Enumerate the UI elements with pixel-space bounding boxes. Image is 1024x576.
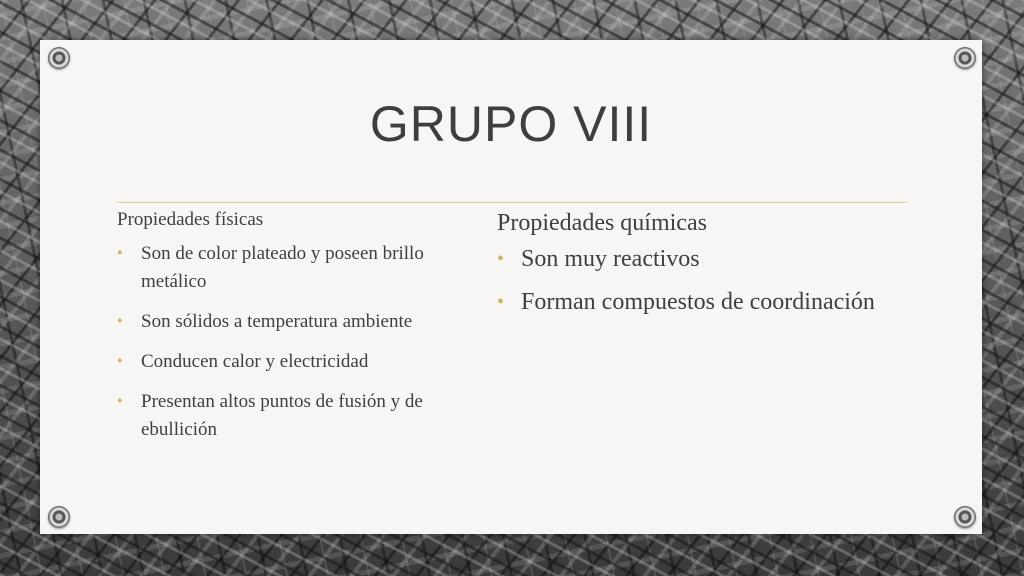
slide-title: GRUPO VIII <box>369 96 653 152</box>
chemical-properties-heading: Propiedades químicas <box>497 210 707 236</box>
rivet-icon-bottom-left <box>48 506 70 528</box>
bullet-icon: • <box>117 245 123 262</box>
rivet-icon-top-right <box>954 47 976 69</box>
bullet-icon: • <box>117 353 123 370</box>
bullet-icon: • <box>117 313 123 330</box>
bullet-icon: • <box>117 393 123 410</box>
list-item-text: Son de color plateado y poseen brillo metálico <box>141 243 424 292</box>
list-item <box>117 388 487 444</box>
bullet-icon: • <box>497 248 505 270</box>
physical-properties-list <box>117 240 487 444</box>
list-item <box>497 244 917 275</box>
list-item <box>117 348 487 376</box>
chemical-properties-list <box>497 244 917 318</box>
physical-properties-heading: Propiedades físicas <box>117 209 264 230</box>
list-item <box>117 240 487 296</box>
list-item-text: Son muy reactivos <box>521 246 700 272</box>
list-item <box>117 308 487 336</box>
rivet-icon-bottom-right <box>954 506 976 528</box>
rivet-icon-top-left <box>48 47 70 69</box>
list-item-text: Forman compuestos de coordinación <box>521 289 875 315</box>
physical-properties-column <box>117 206 487 444</box>
list-item <box>497 287 917 318</box>
list-item-text: Son sólidos a temperatura ambiente <box>141 311 413 332</box>
list-item-text: Conducen calor y electricidad <box>141 351 369 372</box>
bullet-icon: • <box>497 291 505 313</box>
chemical-properties-column <box>497 206 917 318</box>
list-item-text: Presentan altos puntos de fusión y de ebullición <box>141 391 423 440</box>
title-divider <box>117 202 907 203</box>
